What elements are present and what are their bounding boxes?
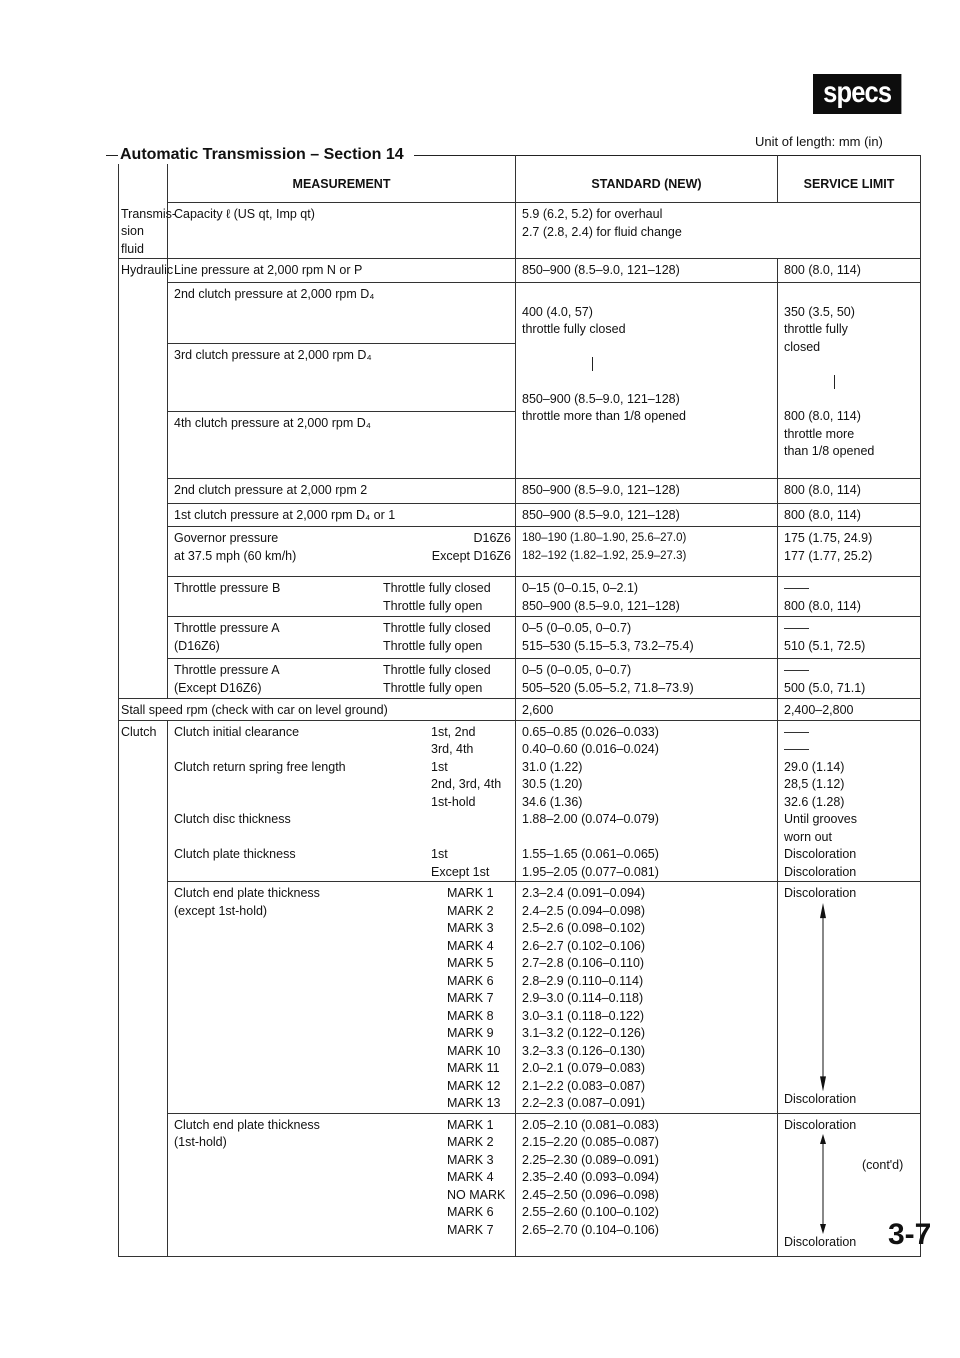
category-label: Transmis- sion fluid <box>119 203 168 259</box>
service-bottom: Discoloration <box>784 1235 857 1249</box>
thickness-value: 2.9–3.0 (0.114–0.118) <box>522 991 644 1005</box>
service-cell <box>778 283 921 479</box>
measurement-cell: 1st clutch pressure at 2,000 rpm D₄ or 1 <box>168 504 516 527</box>
thickness-value: 2.6–2.7 (0.102–0.106) <box>522 938 646 953</box>
thickness-value: 2.15–2.20 (0.085–0.087) <box>522 1135 659 1149</box>
mark-label: MARK 1 <box>447 1117 494 1132</box>
measurement-label: Governor pressure at 37.5 mph (60 km/h) <box>174 531 297 563</box>
service-cell: —— 500 (5.0, 71.1) <box>778 659 921 699</box>
measurement-label: Clutch end plate thickness (except 1st-hold) <box>174 886 320 918</box>
table-row <box>119 283 921 344</box>
table-row <box>119 699 921 721</box>
measurement-cell: 2nd clutch pressure at 2,000 rpm 2 <box>168 479 516 504</box>
service-cell: 175 (1.75, 24.9) 177 (1.77, 25.2) <box>778 527 921 577</box>
mark-label: MARK 13 <box>447 1096 501 1110</box>
unit-note: Unit of length: mm (in) <box>755 134 883 149</box>
service-bottom: 800 (8.0, 114) throttle more than 1/8 opened <box>784 409 875 458</box>
thickness-value: 2.65–2.70 (0.104–0.106) <box>522 1222 659 1237</box>
mark-label: MARK 3 <box>447 921 494 935</box>
mark-label: MARK 9 <box>447 1026 494 1040</box>
service-top: Discoloration <box>784 1117 857 1132</box>
condition-label: Throttle fully closed Throttle fully open <box>383 663 491 695</box>
header-service-limit: SERVICE LIMIT <box>778 156 921 203</box>
measurement-cell: 3rd clutch pressure at 2,000 rpm D₄ <box>168 343 516 411</box>
measurement-label: Clutch initial clearance Clutch return spring free length Clutch disc thickness Clutch plate thickness <box>174 724 346 861</box>
measurement-cell <box>168 617 516 659</box>
measurement-cell <box>168 1113 516 1256</box>
condition-label: Throttle fully closed Throttle fully open <box>383 621 491 653</box>
header-measurement: MEASUREMENT <box>168 156 516 203</box>
standard-cell: 850–900 (8.5–9.0, 121–128) <box>516 479 778 504</box>
standard-bottom: 850–900 (8.5–9.0, 121–128) throttle more than 1/8 opened <box>522 391 687 423</box>
condition-label: Throttle fully closed Throttle fully open <box>383 581 491 613</box>
measurement-cell: Stall speed rpm (check with car on level ground) <box>119 699 516 721</box>
mark-label: MARK 6 <box>447 1205 494 1219</box>
mark-label: MARK 2 <box>447 1135 494 1149</box>
title-bracket <box>106 155 118 156</box>
condition-label: D16Z6 Except D16Z6 <box>431 531 511 563</box>
range-line <box>592 357 593 371</box>
thickness-value: 2.1–2.2 (0.083–0.087) <box>522 1078 646 1093</box>
mark-label: MARK 8 <box>447 1008 494 1023</box>
measurement-label: Throttle pressure A (D16Z6) <box>174 621 280 653</box>
specs-logo: specs <box>813 74 901 114</box>
measurement-cell: Line pressure at 2,000 rpm N or P <box>168 259 516 283</box>
service-cell <box>778 882 921 1114</box>
thickness-value: 2.5–2.6 (0.098–0.102) <box>522 921 646 935</box>
table-row <box>119 577 921 617</box>
page-number: 3-7 <box>888 1218 932 1251</box>
category-label: Clutch <box>119 720 168 1256</box>
measurement-cell <box>168 577 516 617</box>
standard-cell: 0–5 (0–0.05, 0–0.7) 515–530 (5.15–5.3, 73.2–75.4) <box>516 617 778 659</box>
continued-note: (cont'd) <box>862 1158 904 1172</box>
table-row <box>119 527 921 577</box>
measurement-label: Throttle pressure A (Except D16Z6) <box>174 663 280 695</box>
service-cell: 800 (8.0, 114) <box>778 479 921 504</box>
service-top: Discoloration <box>784 886 857 900</box>
standard-top: 400 (4.0, 57) throttle fully closed <box>522 304 626 336</box>
service-cell: —— 800 (8.0, 114) <box>778 577 921 617</box>
table-row <box>119 479 921 504</box>
range-line <box>834 375 835 389</box>
thickness-value: 3.2–3.3 (0.126–0.130) <box>522 1043 646 1058</box>
section-title: Automatic Transmission – Section 14 <box>106 146 414 164</box>
service-cell: —— 510 (5.1, 72.5) <box>778 617 921 659</box>
measurement-cell: 2nd clutch pressure at 2,000 rpm D₄ <box>168 283 516 344</box>
double-arrow-icon <box>784 903 920 1092</box>
table-row <box>119 617 921 659</box>
thickness-value: 2.25–2.30 (0.089–0.091) <box>522 1152 659 1167</box>
standard-cell <box>516 882 778 1114</box>
mark-label: MARK 4 <box>447 938 494 953</box>
mark-label: MARK 5 <box>447 956 494 970</box>
mark-label: MARK 4 <box>447 1170 494 1184</box>
thickness-value: 2.4–2.5 (0.094–0.098) <box>522 903 646 918</box>
thickness-value: 2.0–2.1 (0.079–0.083) <box>522 1061 646 1075</box>
mark-list <box>447 885 515 1113</box>
table-row <box>119 659 921 699</box>
header-standard: STANDARD (NEW) <box>516 156 778 203</box>
service-bottom: Discoloration <box>784 1092 857 1106</box>
mark-label: MARK 12 <box>447 1078 501 1093</box>
standard-cell: 0–15 (0–0.15, 0–2.1) 850–900 (8.5–9.0, 121–128) <box>516 577 778 617</box>
measurement-cell <box>168 882 516 1114</box>
mark-list <box>447 1117 515 1240</box>
thickness-value: 2.3–2.4 (0.091–0.094) <box>522 886 646 900</box>
mark-label: MARK 2 <box>447 903 494 918</box>
measurement-label: Clutch end plate thickness (1st-hold) <box>174 1117 320 1149</box>
thickness-value: 2.8–2.9 (0.110–0.114) <box>522 973 644 988</box>
standard-cell: 2,600 <box>516 699 778 721</box>
standard-cell <box>516 283 778 479</box>
service-cell: 800 (8.0, 114) <box>778 504 921 527</box>
measurement-cell <box>168 659 516 699</box>
thickness-value: 2.7–2.8 (0.106–0.110) <box>522 956 645 970</box>
category-label: Hydraulic <box>119 259 168 699</box>
mark-label: MARK 7 <box>447 1222 494 1237</box>
table-row <box>119 203 921 259</box>
standard-cell: 5.9 (6.2, 5.2) for overhaul 2.7 (2.8, 2.4) for fluid change <box>516 203 921 259</box>
standard-cell: 0–5 (0–0.05, 0–0.7) 505–520 (5.05–5.2, 71.8–73.9) <box>516 659 778 699</box>
standard-cell: 0.65–0.85 (0.026–0.033) 0.40–0.60 (0.016–0.024) 31.0 (1.22) 30.5 (1.20) 34.6 (1.36) 1.88–2.00 (0.074–0.079) 1.55–1.65 (0.061–0.065) 1.95–2.05 (0.077–0.081) <box>516 720 778 882</box>
thickness-value: 3.0–3.1 (0.118–0.122) <box>522 1008 645 1023</box>
service-cell: —— —— 29.0 (1.14) 28,5 (1.12) 32.6 (1.28) Until grooves worn out Discoloration Discoloration <box>778 720 921 882</box>
standard-cell: 850–900 (8.5–9.0, 121–128) <box>516 504 778 527</box>
service-cell: 800 (8.0, 114) <box>778 259 921 283</box>
mark-label: MARK 6 <box>447 973 494 988</box>
measurement-label: Throttle pressure B <box>174 581 281 595</box>
mark-label: MARK 1 <box>447 886 494 900</box>
table-row <box>119 882 921 1114</box>
standard-cell: 180–190 (1.80–1.90, 25.6–27.0) 182–192 (1.82–1.92, 25.9–27.3) <box>516 527 778 577</box>
measurement-cell <box>168 527 516 577</box>
service-cell: 2,400–2,800 <box>778 699 921 721</box>
table-row <box>119 720 921 882</box>
thickness-value: 2.2–2.3 (0.087–0.091) <box>522 1096 646 1110</box>
table-row <box>119 1113 921 1256</box>
standard-cell: 850–900 (8.5–9.0, 121–128) <box>516 259 778 283</box>
mark-label: MARK 7 <box>447 991 494 1005</box>
table-row <box>119 259 921 283</box>
measurement-cell: Capacity ℓ (US qt, Imp qt) <box>168 203 516 259</box>
mark-label: MARK 3 <box>447 1152 494 1167</box>
condition-label: 1st, 2nd 3rd, 4th 1st 2nd, 3rd, 4th 1st-hold 1st Except 1st <box>431 724 502 879</box>
mark-label: NO MARK <box>447 1187 506 1202</box>
thickness-value: 2.45–2.50 (0.096–0.098) <box>522 1187 659 1202</box>
mark-label: MARK 10 <box>447 1043 501 1058</box>
thickness-value: 2.35–2.40 (0.093–0.094) <box>522 1170 659 1184</box>
measurement-cell: 4th clutch pressure at 2,000 rpm D₄ <box>168 412 516 479</box>
standard-cell <box>516 1113 778 1256</box>
thickness-value: 2.05–2.10 (0.081–0.083) <box>522 1117 659 1132</box>
measurement-cell <box>168 720 516 882</box>
mark-label: MARK 11 <box>447 1061 500 1075</box>
thickness-value: 2.55–2.60 (0.100–0.102) <box>522 1205 659 1219</box>
specs-table <box>118 155 921 1257</box>
table-row <box>119 504 921 527</box>
service-top: 350 (3.5, 50) throttle fully closed <box>784 304 855 354</box>
thickness-value: 3.1–3.2 (0.122–0.126) <box>522 1026 646 1040</box>
